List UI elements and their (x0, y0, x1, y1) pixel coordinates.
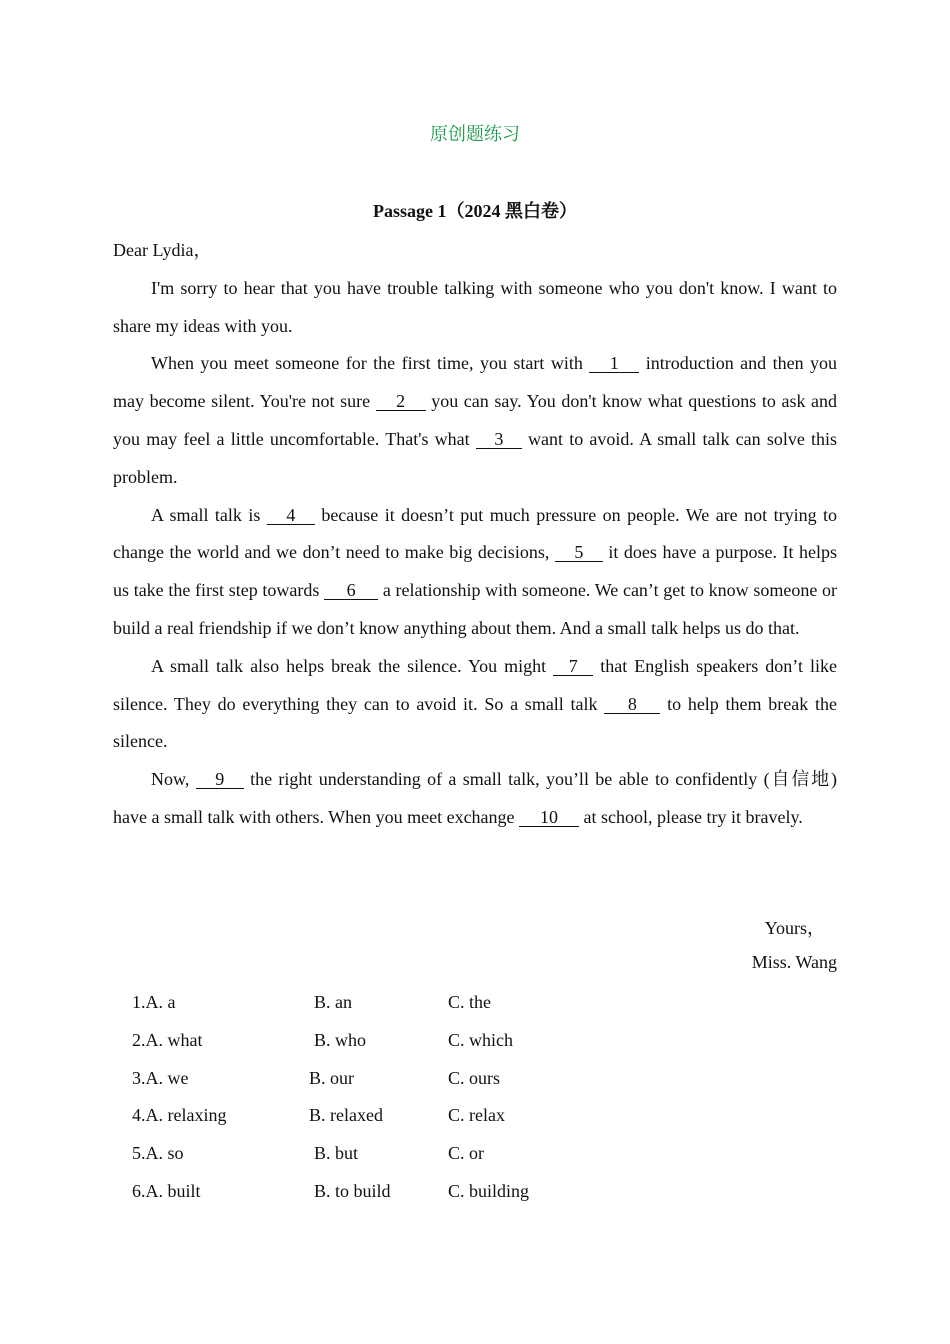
text: the right understanding of a small talk, you’ll be able to confidently (自信地) have a small talk with others. When you meet exchange (113, 769, 838, 827)
blank-3: 3 (476, 430, 522, 449)
option-b: B. our (309, 1067, 354, 1088)
blank-2: 2 (376, 392, 426, 411)
option-row (132, 1141, 632, 1179)
passage-title: Passage 1（2024 黑白卷） (373, 201, 577, 221)
text: a relationship with someone. We can’t get to know someone or build a real friendship if we don’t know anything about them. And a small talk helps us do that. (113, 580, 838, 638)
blank-10: 10 (519, 808, 579, 827)
option-b: B. to build (314, 1180, 391, 1201)
text: Now, (151, 769, 190, 790)
option-c: C. the (448, 992, 491, 1012)
paragraph-4 (113, 648, 837, 761)
option-c: C. or (448, 1143, 484, 1164)
text: want to avoid. A small talk can solve this problem. (113, 428, 838, 487)
signature: Miss. Wang (751, 952, 837, 972)
paragraph-5 (113, 761, 837, 837)
option-row (132, 990, 632, 1028)
text: that English speakers don’t like silence. They do everything they can to avoid it. So a small talk (113, 655, 837, 714)
text: it does have a purpose. It helps us take the first step towards (113, 542, 837, 601)
option-row (132, 1028, 632, 1066)
closing: Yours， (764, 918, 825, 938)
blank-8: 8 (604, 695, 660, 714)
blank-7: 7 (553, 657, 593, 676)
option-b: B. an (314, 992, 352, 1012)
text: you can say. You don't know what questions to ask and you may feel a little uncomfortable. That's what (113, 391, 838, 449)
paragraph-1: I'm sorry to hear that you have trouble talking with someone who you don't know. I want to share my ideas with you. (113, 277, 837, 336)
options-list (132, 990, 632, 1217)
blank-5: 5 (555, 543, 603, 562)
option-b: B. relaxed (309, 1105, 383, 1126)
option-b: B. who (314, 1029, 367, 1050)
option-a: 3.A. we (132, 1067, 189, 1088)
page-title: 原创题练习 (430, 124, 520, 145)
text: to help them break the silence. (113, 693, 838, 752)
blank-1: 1 (589, 354, 639, 373)
text: at school, please try it bravely. (583, 806, 803, 827)
option-c: C. which (448, 1029, 513, 1050)
option-c: C. building (448, 1180, 530, 1201)
paragraph-3 (113, 497, 837, 648)
greeting: Dear Lydia， (113, 240, 212, 260)
option-a: 6.A. built (132, 1180, 201, 1201)
blank-4: 4 (267, 506, 315, 525)
option-b: B. but (314, 1143, 359, 1164)
option-a: 5.A. so (132, 1143, 184, 1164)
blank-9: 9 (196, 770, 244, 789)
text: A small talk also helps break the silence. You might (151, 655, 547, 676)
text: A small talk is (151, 504, 261, 525)
option-c: C. ours (448, 1067, 501, 1088)
option-row (132, 1066, 632, 1104)
text: introduction and then you may become silent. You're not sure (113, 353, 838, 412)
paragraph-2 (113, 345, 837, 496)
option-a: 2.A. what (132, 1029, 203, 1050)
option-a: 4.A. relaxing (132, 1105, 227, 1126)
text: because it doesn’t put much pressure on people. We are not trying to change the world and we don’t need to make big decisions, (113, 504, 838, 563)
option-row (132, 1103, 632, 1141)
option-c: C. relax (448, 1105, 505, 1126)
option-row (132, 1179, 632, 1217)
letter-body (113, 232, 837, 837)
option-a: 1.A. a (132, 992, 176, 1012)
text: When you meet someone for the first time, you start with (151, 353, 583, 374)
blank-6: 6 (324, 581, 378, 600)
